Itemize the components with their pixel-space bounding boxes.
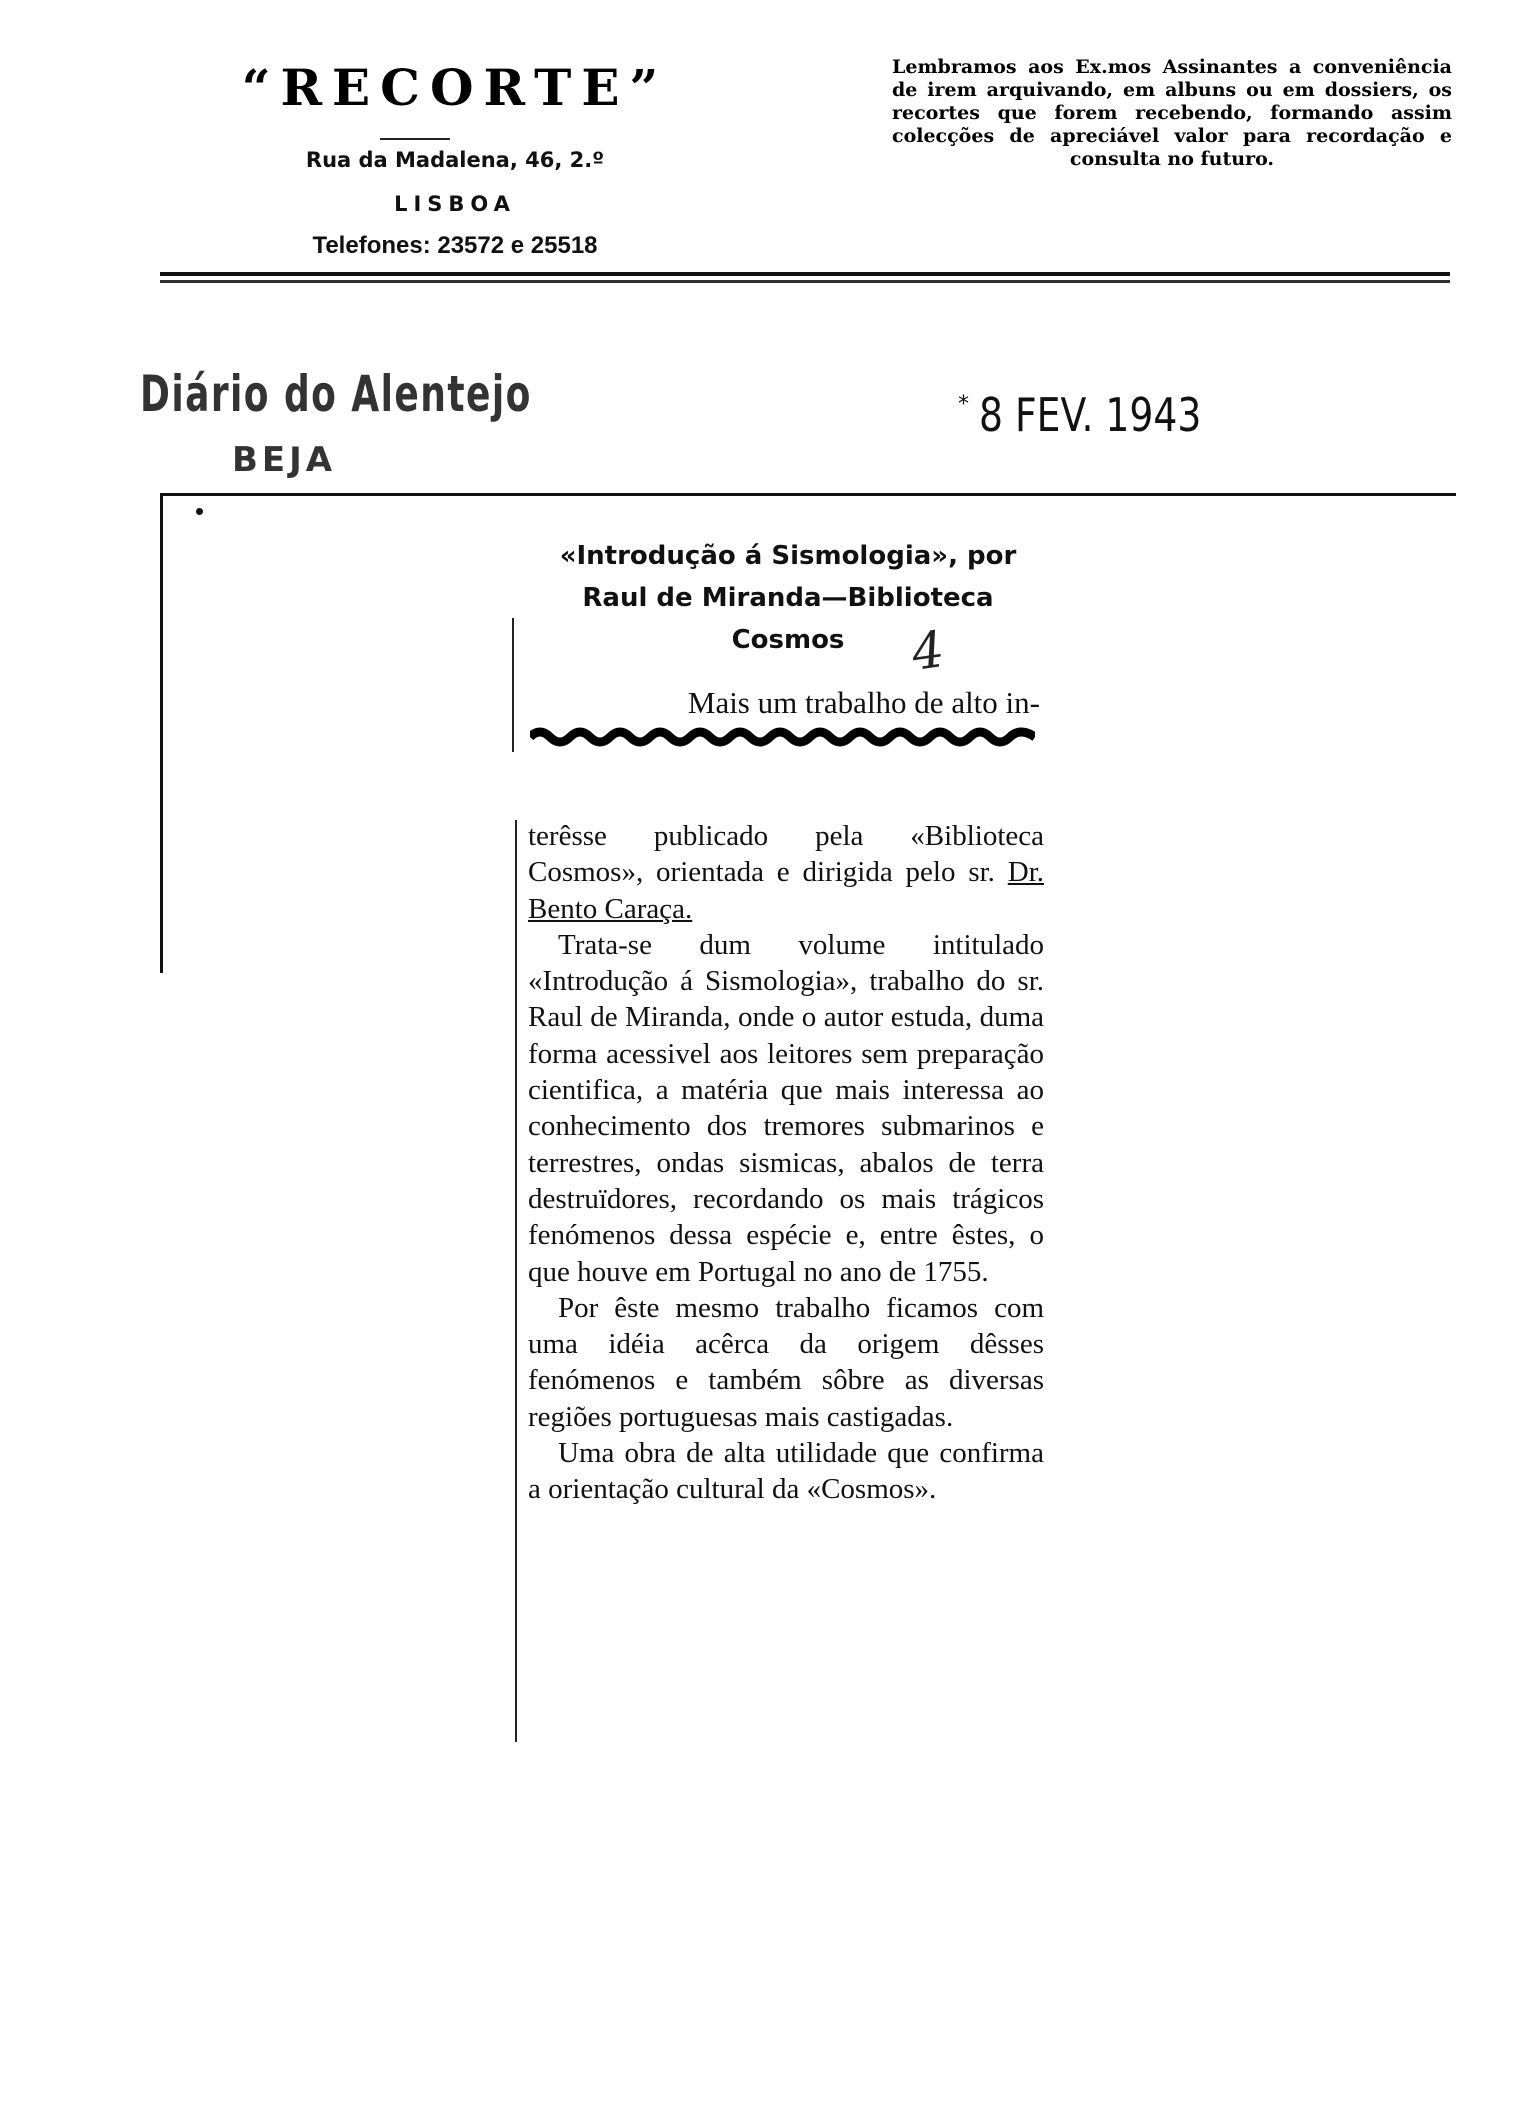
agency-address: Rua da Madalena, 46, 2.º	[305, 148, 605, 172]
article-lead-line: Mais um trabalho de alto in-	[687, 685, 1040, 720]
paragraph-1-text: terêsse publicado pela «Biblioteca Cosmos», orientada e dirigida pelo sr.	[528, 820, 1044, 889]
bullet-dot	[196, 508, 203, 515]
article-headline	[528, 535, 1048, 661]
date-star-mark: *	[958, 392, 969, 417]
headline-line-3: Cosmos	[731, 625, 845, 655]
date-stamp	[955, 388, 1201, 442]
date-stamp-text: 8 FEV. 1943	[978, 388, 1202, 442]
agency-divider	[380, 138, 450, 140]
agency-name: “RECORTE”	[241, 58, 669, 117]
article-body	[528, 818, 1044, 1508]
headline-box-rule	[512, 618, 514, 752]
handwritten-note: 4	[908, 620, 948, 682]
header-rule	[160, 272, 1450, 276]
clipping-top-rule	[160, 493, 1456, 496]
agency-notice: Lembramos aos Ex.mos Assinantes a conveniência de irem arquivando, em albuns ou em dossiers, os recortes que forem recebendo, formando assim colecções de apreciável valor para recordação e consulta no futuro.	[892, 56, 1452, 170]
headline-line-2: Raul de Miranda—Biblioteca	[582, 583, 994, 613]
agency-city: LISBOA	[394, 192, 516, 216]
newspaper-city-stamp: BEJA	[232, 440, 337, 480]
paragraph-3: Por êste mesmo trabalho ficamos com uma idéia acêrca da origem dêsses fenómenos e também sôbre as diversas regiões portuguesas mais castigadas.	[528, 1291, 1044, 1433]
underlined-name: Dr. Bento Caraça.	[528, 856, 1044, 925]
column-rule	[515, 820, 517, 1742]
header-rule-secondary	[160, 280, 1450, 283]
cut-wavy-line	[530, 722, 1035, 752]
paragraph-4: Uma obra de alta utilidade que confirma a orientação cultural da «Cosmos».	[528, 1437, 1044, 1506]
paragraph-2: Trata-se dum volume intitulado «Introdução á Sismologia», trabalho do sr. Raul de Miranda, onde o autor estuda, duma forma acessivel aos leitores sem preparação cientifica, a matéria que mais interessa ao conhecimento dos tremores submarinos e terrestres, ondas sismicas, abalos de terra destruïdores, recordando os mais trágicos fenómenos dessa espécie e, entre êstes, o que houve em Portugal no ano de 1755.	[528, 928, 1044, 1288]
agency-phones: Telefones: 23572 e 25518	[312, 232, 598, 259]
clipping-left-rule	[160, 493, 163, 973]
paragraph-1	[528, 818, 1044, 927]
newspaper-name-stamp: Diário do Alentejo	[140, 365, 532, 423]
headline-line-1: «Introdução á Sismologia», por	[559, 541, 1017, 571]
